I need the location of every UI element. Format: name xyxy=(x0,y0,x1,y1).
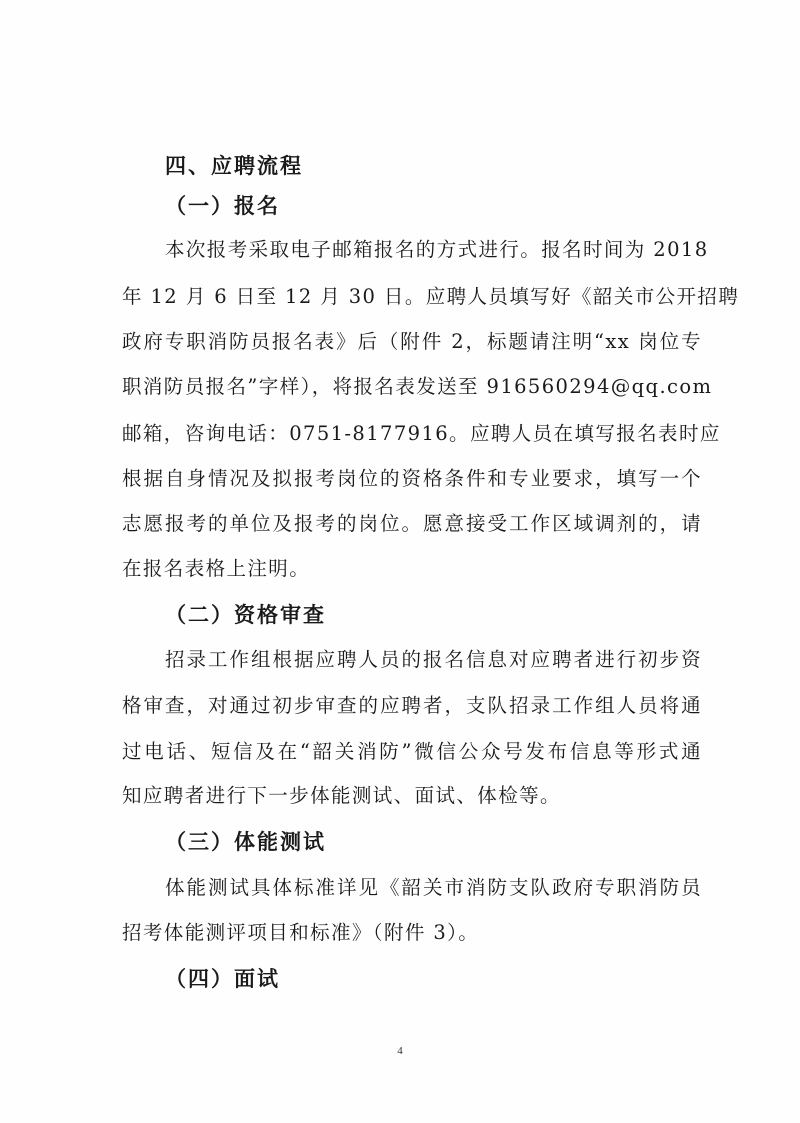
paragraph-line: 政府专职消防员报名表》后（附件 2，标题请注明“xx 岗位专 xyxy=(122,330,702,353)
paragraph-line: 志愿报考的单位及报考的岗位。愿意接受工作区域调剂的，请 xyxy=(122,512,702,535)
paragraph-line: 根据自身情况及拟报考岗位的资格条件和专业要求，填写一个 xyxy=(122,467,702,490)
section-title: 四、应聘流程 xyxy=(165,154,303,178)
paragraph-line: 招考体能测评项目和标准》（附件 3）。 xyxy=(122,921,480,944)
page-number: 4 xyxy=(397,1045,403,1057)
paragraph-line: 本次报考采取电子邮箱报名的方式进行。报名时间为 2018 xyxy=(165,238,709,261)
paragraph-line: 在报名表格上注明。 xyxy=(122,557,311,580)
paragraph-line: 体能测试具体标准详见《韶关市消防支队政府专职消防员 xyxy=(165,876,702,899)
paragraph-line: 格审查，对通过初步审查的应聘者，支队招录工作组人员将通 xyxy=(122,694,702,717)
paragraph-line: 过电话、短信及在“韶关消防”微信公众号发布信息等形式通 xyxy=(122,740,702,763)
subsection-heading-fitness-test: （三）体能测试 xyxy=(165,830,326,854)
paragraph-line: 职消防员报名”字样），将报名表发送至 916560294@qq.com xyxy=(122,375,713,398)
paragraph-line: 知应聘者进行下一步体能测试、面试、体检等。 xyxy=(122,784,561,807)
paragraph-line: 年 12 月 6 日至 12 月 30 日。应聘人员填写好《韶关市公开招聘 xyxy=(122,285,740,308)
paragraph-line: 招录工作组根据应聘人员的报名信息对应聘者进行初步资 xyxy=(165,648,702,671)
subsection-heading-qualification-review: （二）资格审查 xyxy=(165,603,326,627)
paragraph-line: 邮箱，咨询电话：0751-8177916。应聘人员在填写报名表时应 xyxy=(122,422,721,445)
subsection-heading-interview: （四）面试 xyxy=(165,967,280,991)
subsection-heading-registration: （一）报名 xyxy=(165,194,280,218)
